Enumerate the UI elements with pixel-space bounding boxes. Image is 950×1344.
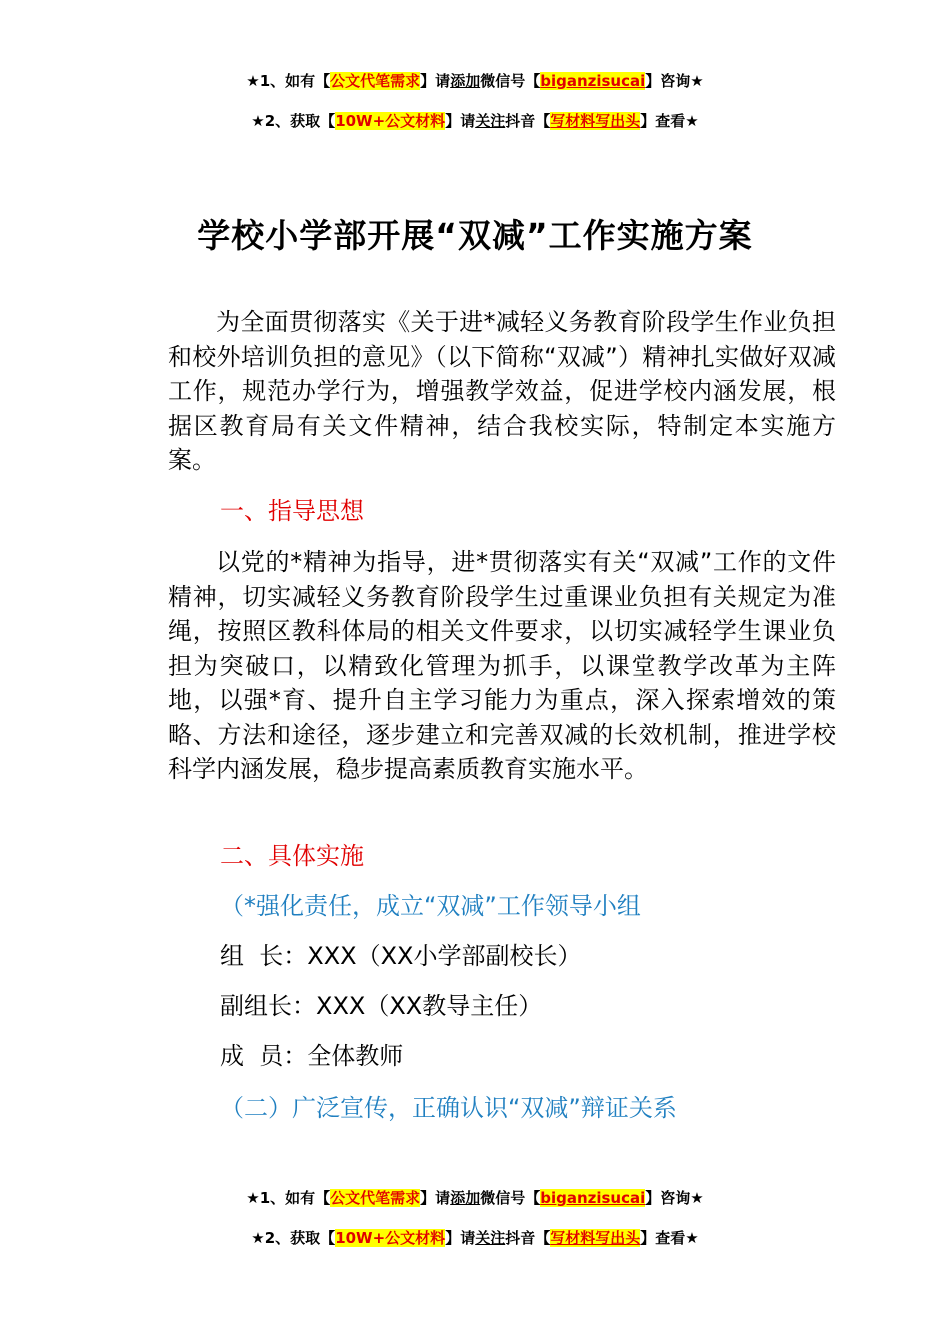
banner-text: 】请 <box>445 112 476 130</box>
intro-section <box>168 305 836 478</box>
section-2-heading: 二、具体实施 <box>220 842 364 870</box>
top-banner-line-2 <box>0 110 950 132</box>
section-1-heading: 一、指导思想 <box>220 497 364 525</box>
banner-highlight: 公文代笔需求 <box>330 1189 421 1207</box>
banner-text: 】查看★ <box>640 112 699 130</box>
leader-line: 组 长：XXX（XX小学部副校长） <box>220 942 582 970</box>
intro-paragraph: 为全面贯彻落实《关于进*减轻义务教育阶段学生作业负担和校外培训负担的意见》（以下简称“双减”）精神扎实做好双减工作，规范办学行为，增强教学效益，促进学校内涵发展，根据区教育局有关文件精神，结合我校实际，特制定本实施方案。 <box>168 308 836 474</box>
banner-text: ★1、如有【 <box>246 1189 331 1207</box>
banner-highlight: 10W+公文材料 <box>335 1229 446 1247</box>
banner-text: 抖音【 <box>505 112 551 130</box>
banner-text: 微信号【 <box>480 1189 541 1207</box>
banner-text: 】请 <box>445 1229 476 1247</box>
subsection-1-heading: （*强化责任，成立“双减”工作领导小组 <box>220 892 641 920</box>
banner-highlight-douyin: 写材料写出头 <box>550 112 641 130</box>
section-1-paragraph: 以党的*精神为指导，进*贯彻落实有关“双减”工作的文件精神，切实减轻义务教育阶段学生过重课业负担有关规定为准绳，按照区教科体局的相关文件要求，以切实减轻学生课业负担为突破口，以精致化管理为抓手，以课堂教学改革为主阵地，以强*育、提升自主学习能力为重点，深入探索增效的策略、方法和途径，逐步建立和完善双减的长效机制，推进学校科学内涵发展，稳步提高素质教育实施水平。 <box>168 548 836 783</box>
banner-text: ★1、如有【 <box>246 72 331 90</box>
banner-highlight: 10W+公文材料 <box>335 112 446 130</box>
banner-text: 抖音【 <box>505 1229 551 1247</box>
banner-underline: 关注 <box>475 1229 506 1247</box>
bottom-banner-line-1 <box>0 1187 950 1209</box>
banner-highlight: 公文代笔需求 <box>330 72 421 90</box>
banner-text: 】请 <box>420 1189 451 1207</box>
banner-text: ★2、获取【 <box>251 112 336 130</box>
deputy-leader-line: 副组长：XXX（XX教导主任） <box>220 992 543 1020</box>
banner-text: 】请 <box>420 72 451 90</box>
subsection-2-heading: （二）广泛宣传，正确认识“双减”辩证关系 <box>220 1094 677 1122</box>
banner-underline: 关注 <box>475 112 506 130</box>
banner-underline: 添加 <box>450 72 481 90</box>
banner-text: 】查看★ <box>640 1229 699 1247</box>
banner-text: 】咨询★ <box>645 1189 704 1207</box>
members-line: 成 员：全体教师 <box>220 1042 404 1070</box>
banner-text: ★2、获取【 <box>251 1229 336 1247</box>
banner-highlight-wechat: biganzisucai <box>540 72 646 90</box>
banner-text: 微信号【 <box>480 72 541 90</box>
banner-text: 】咨询★ <box>645 72 704 90</box>
section-1-body <box>168 545 836 787</box>
banner-underline: 添加 <box>450 1189 481 1207</box>
top-banner-line-1 <box>0 70 950 92</box>
bottom-banner-line-2 <box>0 1227 950 1249</box>
document-title: 学校小学部开展“双减”工作实施方案 <box>197 216 753 255</box>
banner-highlight-wechat: biganzisucai <box>540 1189 646 1207</box>
banner-highlight-douyin: 写材料写出头 <box>550 1229 641 1247</box>
